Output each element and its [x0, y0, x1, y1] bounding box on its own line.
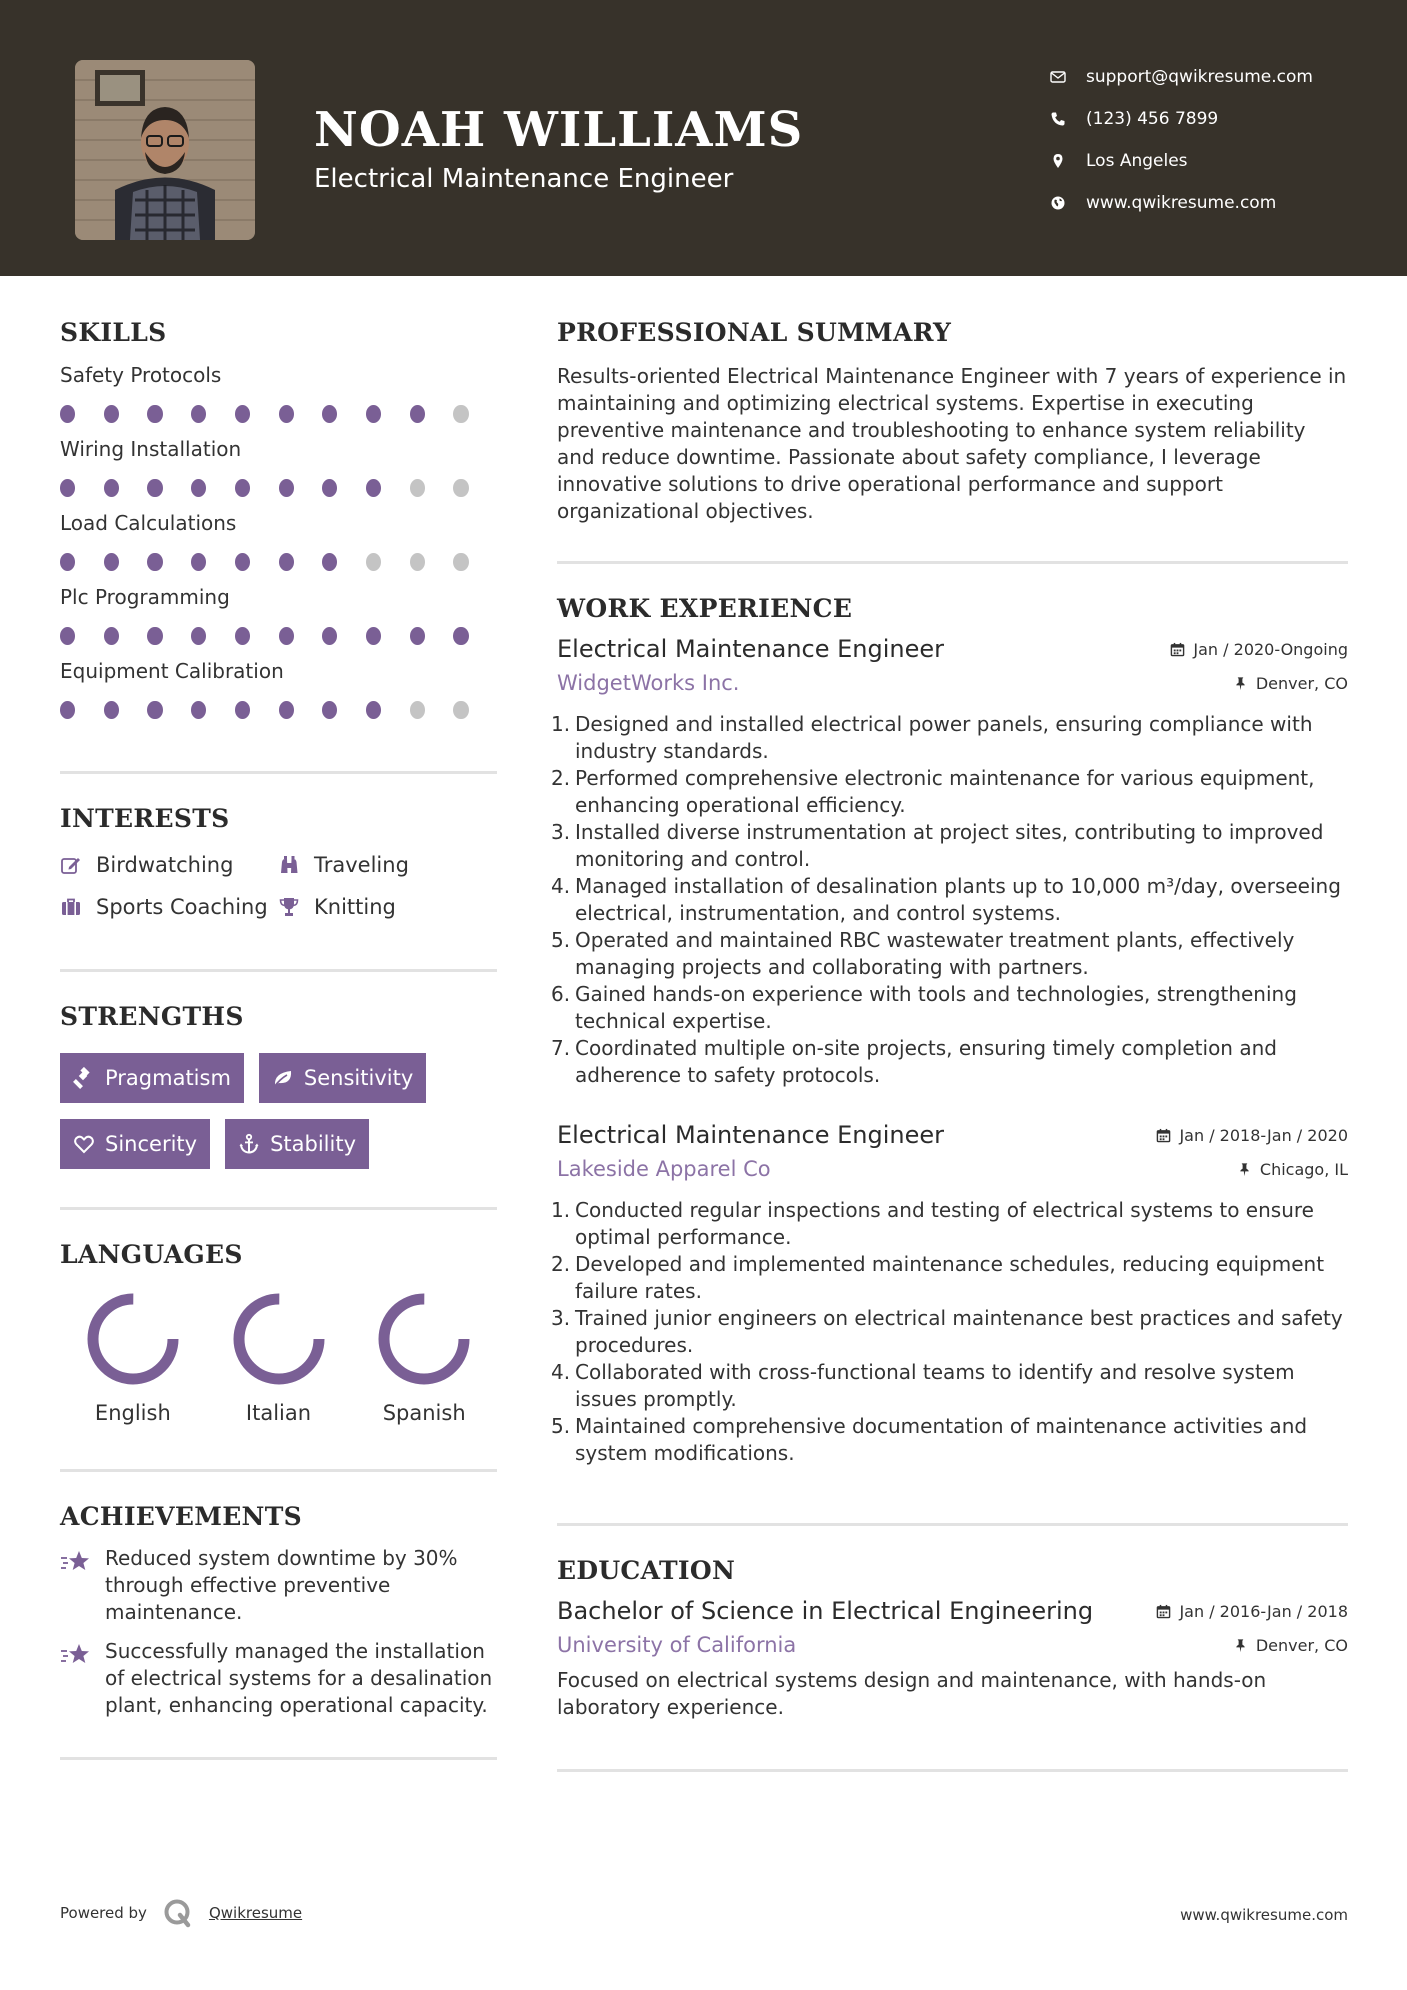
duty-item: Trained junior engineers on electrical maintenance best practices and safety procedures.: [575, 1306, 1343, 1357]
rating-dot-filled: [147, 627, 162, 645]
interests-title: INTERESTS: [60, 804, 230, 833]
section-divider: [60, 1469, 497, 1472]
achievement-text: Successfully managed the installation of electrical systems for a desalination plant, enhancing operational capacity.: [105, 1639, 493, 1717]
education-title: EDUCATION: [557, 1556, 736, 1585]
jobs-list: [557, 635, 1348, 1467]
achievement-item: [60, 1638, 497, 1719]
calendar-icon: [1156, 1604, 1171, 1619]
rating-dot-filled: [453, 627, 468, 645]
language-level-ring: [374, 1289, 474, 1389]
rating-dot-filled: [191, 553, 206, 571]
education-entry: [557, 1597, 1348, 1721]
job-role: Electrical Maintenance Engineer: [557, 1121, 945, 1149]
rating-dot-filled: [322, 627, 337, 645]
rating-dot-filled: [191, 479, 206, 497]
rating-dot-filled: [60, 553, 75, 571]
language-level-ring: [229, 1289, 329, 1389]
rating-dot-empty: [410, 701, 425, 719]
rating-dot-filled: [366, 627, 381, 645]
skills-title: SKILLS: [60, 318, 167, 347]
education-dates-text: Jan / 2016-Jan / 2018: [1179, 1602, 1348, 1621]
rating-dot-filled: [60, 701, 75, 719]
skill-item: [60, 585, 497, 645]
skills-section: [60, 318, 497, 719]
rating-dot-empty: [366, 553, 381, 571]
interest-item: [278, 853, 478, 877]
rating-dot-filled: [147, 553, 162, 571]
heart-icon: [73, 1133, 105, 1155]
education-section: [557, 1556, 1348, 1721]
interests-section: [60, 804, 497, 919]
rating-dot-filled: [104, 405, 119, 423]
rating-dot-filled: [147, 701, 162, 719]
job-location: [1233, 674, 1348, 693]
rating-dot-filled: [60, 405, 75, 423]
skill-item: [60, 437, 497, 497]
anchor-icon: [238, 1133, 270, 1155]
rating-dot-empty: [453, 405, 468, 423]
rating-dot-filled: [322, 405, 337, 423]
contact-email[interactable]: [1050, 56, 1313, 98]
section-divider: [60, 1207, 497, 1210]
rating-dot-filled: [147, 405, 162, 423]
left-column: [60, 318, 497, 1760]
strengths-section: [60, 1002, 497, 1169]
achievements-section: [60, 1502, 497, 1719]
achievement-text: Reduced system downtime by 30% through effective preventive maintenance.: [105, 1546, 458, 1624]
school-name: University of California: [557, 1633, 797, 1657]
pushpin-icon: [1237, 1162, 1252, 1177]
trophy-icon: [278, 896, 314, 918]
skill-rating: [60, 701, 497, 719]
strength-badge: [60, 1053, 244, 1103]
rating-dot-empty: [410, 479, 425, 497]
section-divider: [557, 1769, 1348, 1772]
duty-item: Managed installation of desalination plants up to 10,000 m³/day, overseeing electrical, instrumentation, and control systems.: [575, 874, 1341, 925]
contact-phone-text: (123) 456 7899: [1086, 109, 1219, 129]
section-divider: [60, 1757, 497, 1760]
binoculars-icon: [278, 854, 314, 876]
candidate-name: NOAH WILLIAMS: [314, 102, 804, 158]
skill-rating: [60, 405, 497, 423]
duty-list: [557, 1197, 1348, 1467]
interest-item: [278, 895, 478, 919]
education-dates: [1156, 1602, 1348, 1621]
rating-dot-empty: [453, 553, 468, 571]
duty-item: Operated and maintained RBC wastewater treatment plants, effectively managing projects and collaborating with partners.: [575, 928, 1295, 979]
duty-item: Developed and implemented maintenance schedules, reducing equipment failure rates.: [575, 1252, 1325, 1303]
interest-item: [60, 853, 278, 877]
job-location: [1237, 1160, 1348, 1179]
education-location: [1233, 1636, 1348, 1655]
contact-email-text: support@qwikresume.com: [1086, 67, 1313, 87]
job-role: Electrical Maintenance Engineer: [557, 635, 945, 663]
rating-dot-filled: [366, 701, 381, 719]
rating-dot-filled: [60, 479, 75, 497]
strength-label: Stability: [270, 1132, 357, 1156]
calendar-icon: [1156, 1128, 1171, 1143]
rating-dot-filled: [279, 627, 294, 645]
phone-icon: [1050, 111, 1086, 127]
achievements-title: ACHIEVEMENTS: [60, 1502, 302, 1531]
rating-dot-filled: [279, 553, 294, 571]
footer-powered-by: [60, 1898, 302, 1928]
experience-title: WORK EXPERIENCE: [557, 594, 853, 623]
duty-item: Gained hands-on experience with tools and technologies, strengthening technical expertise.: [575, 982, 1297, 1033]
strength-badge: [60, 1119, 210, 1169]
rating-dot-filled: [279, 701, 294, 719]
language-item: [206, 1289, 352, 1425]
rating-dot-filled: [366, 479, 381, 497]
job-dates: [1156, 1126, 1348, 1145]
rating-dot-filled: [104, 553, 119, 571]
rating-dot-filled: [235, 405, 250, 423]
interests-list: [60, 853, 497, 919]
contact-location-text: Los Angeles: [1086, 151, 1188, 171]
profile-photo: [75, 60, 255, 240]
star-icon: [60, 1545, 105, 1626]
duty-item: Coordinated multiple on-site projects, ensuring timely completion and adherence to safety protocols.: [575, 1036, 1277, 1087]
resume-header: [0, 0, 1407, 276]
contact-location: [1050, 140, 1313, 182]
briefcase-icon: [60, 896, 96, 918]
interest-label: Birdwatching: [96, 853, 234, 877]
duty-list: [557, 711, 1348, 1089]
rating-dot-filled: [104, 701, 119, 719]
strengths-list: [60, 1053, 497, 1169]
job-location-text: Chicago, IL: [1259, 1159, 1348, 1179]
contact-website-text: www.qwikresume.com: [1086, 193, 1277, 213]
contact-phone[interactable]: [1050, 98, 1313, 140]
skill-item: [60, 659, 497, 719]
strength-label: Sensitivity: [303, 1066, 414, 1090]
strength-badge: [225, 1119, 369, 1169]
duty-item: Performed comprehensive electronic maintenance for various equipment, enhancing operational efficiency.: [575, 766, 1315, 817]
duty-item: Maintained comprehensive documentation of maintenance activities and system modifications.: [575, 1414, 1308, 1465]
section-divider: [557, 1523, 1348, 1526]
gavel-icon: [73, 1067, 105, 1089]
rating-dot-empty: [410, 553, 425, 571]
rating-dot-filled: [322, 479, 337, 497]
qwikresume-logo-icon: [163, 1898, 193, 1928]
rating-dot-filled: [235, 553, 250, 571]
language-level-ring: [83, 1289, 183, 1389]
interest-label: Traveling: [314, 853, 409, 877]
skill-name: Equipment Calibration: [60, 659, 284, 683]
languages-section: [60, 1240, 497, 1425]
job-dates-text: Jan / 2018-Jan / 2020: [1179, 1126, 1348, 1145]
rating-dot-filled: [235, 627, 250, 645]
skill-name: Wiring Installation: [60, 437, 242, 461]
strength-label: Pragmatism: [105, 1066, 231, 1090]
job-location-text: Denver, CO: [1255, 673, 1348, 693]
rating-dot-filled: [191, 627, 206, 645]
duty-item: Installed diverse instrumentation at project sites, contributing to improved monitoring and control.: [575, 820, 1324, 871]
rating-dot-filled: [147, 479, 162, 497]
strengths-title: STRENGTHS: [60, 1002, 244, 1031]
skill-item: [60, 363, 497, 423]
rating-dot-filled: [235, 479, 250, 497]
rating-dot-filled: [104, 627, 119, 645]
map-marker-icon: [1050, 153, 1086, 169]
skill-name: Plc Programming: [60, 585, 230, 609]
summary-section: [557, 318, 1348, 525]
rating-dot-filled: [410, 627, 425, 645]
education-description: Focused on electrical systems design and maintenance, with hands-on laboratory experience.: [557, 1668, 1267, 1719]
rating-dot-filled: [191, 701, 206, 719]
language-item: [60, 1289, 206, 1425]
strength-badge: [259, 1053, 426, 1103]
skill-rating: [60, 479, 497, 497]
duty-item: Collaborated with cross-functional teams to identify and resolve system issues promptly.: [575, 1360, 1295, 1411]
duty-item: Designed and installed electrical power panels, ensuring compliance with industry standards.: [575, 712, 1313, 763]
rating-dot-filled: [410, 405, 425, 423]
strength-label: Sincerity: [105, 1132, 198, 1156]
summary-title: PROFESSIONAL SUMMARY: [557, 318, 952, 347]
section-divider: [60, 771, 497, 774]
education-location-text: Denver, CO: [1255, 1635, 1348, 1655]
candidate-title: Electrical Maintenance Engineer: [314, 164, 734, 194]
footer-brand-link[interactable]: Qwikresume: [208, 1904, 303, 1922]
rating-dot-filled: [279, 479, 294, 497]
experience-section: [557, 594, 1348, 1467]
company-name: WidgetWorks Inc.: [557, 671, 740, 695]
language-item: [351, 1289, 497, 1425]
star-icon: [60, 1638, 105, 1719]
interest-label: Sports Coaching: [96, 895, 268, 919]
rating-dot-filled: [191, 405, 206, 423]
skill-rating: [60, 553, 497, 571]
pushpin-icon: [1233, 676, 1248, 691]
interest-item: [60, 895, 278, 919]
job-entry: [557, 635, 1348, 1089]
language-name: Spanish: [382, 1401, 466, 1425]
pushpin-icon: [1233, 1638, 1248, 1653]
leaf-icon: [272, 1067, 304, 1089]
rating-dot-empty: [453, 479, 468, 497]
skills-list: [60, 363, 497, 719]
rating-dot-filled: [235, 701, 250, 719]
rating-dot-filled: [366, 405, 381, 423]
contact-website[interactable]: [1050, 182, 1313, 224]
job-dates: [1170, 640, 1348, 659]
skill-item: [60, 511, 497, 571]
contact-list: [1050, 56, 1313, 224]
section-divider: [557, 561, 1348, 564]
globe-icon: [1050, 195, 1086, 211]
rating-dot-filled: [322, 701, 337, 719]
section-divider: [60, 969, 497, 972]
languages-title: LANGUAGES: [60, 1240, 243, 1269]
job-dates-text: Jan / 2020-Ongoing: [1193, 640, 1348, 659]
achievement-item: [60, 1545, 497, 1626]
duty-item: Conducted regular inspections and testing of electrical systems to ensure optimal performance.: [575, 1198, 1314, 1249]
powered-by-text: Powered by: [60, 1904, 147, 1922]
degree-name: Bachelor of Science in Electrical Engineering: [557, 1597, 1094, 1625]
skill-name: Safety Protocols: [60, 363, 222, 387]
language-name: Italian: [245, 1401, 312, 1425]
skill-rating: [60, 627, 497, 645]
languages-list: [60, 1289, 497, 1425]
company-name: Lakeside Apparel Co: [557, 1157, 771, 1181]
job-entry: [557, 1121, 1348, 1467]
edit-icon: [60, 854, 96, 876]
summary-text: Results-oriented Electrical Maintenance Engineer with 7 years of experience in maintaining and optimizing electrical systems. Expertise in executing preventive maintenance and troubleshooting to enhance system reliability and reduce downtime. Passionate about safety compliance, I leverage innovative solutions to drive operational performance and support organizational objectives.: [557, 364, 1347, 523]
right-column: [557, 318, 1348, 1772]
footer-website-link[interactable]: www.qwikresume.com: [1180, 1906, 1348, 1924]
envelope-icon: [1050, 69, 1086, 85]
rating-dot-filled: [60, 627, 75, 645]
language-name: English: [94, 1401, 171, 1425]
rating-dot-filled: [322, 553, 337, 571]
rating-dot-filled: [279, 405, 294, 423]
skill-name: Load Calculations: [60, 511, 237, 535]
rating-dot-filled: [104, 479, 119, 497]
calendar-icon: [1170, 642, 1185, 657]
interest-label: Knitting: [314, 895, 396, 919]
rating-dot-empty: [453, 701, 468, 719]
